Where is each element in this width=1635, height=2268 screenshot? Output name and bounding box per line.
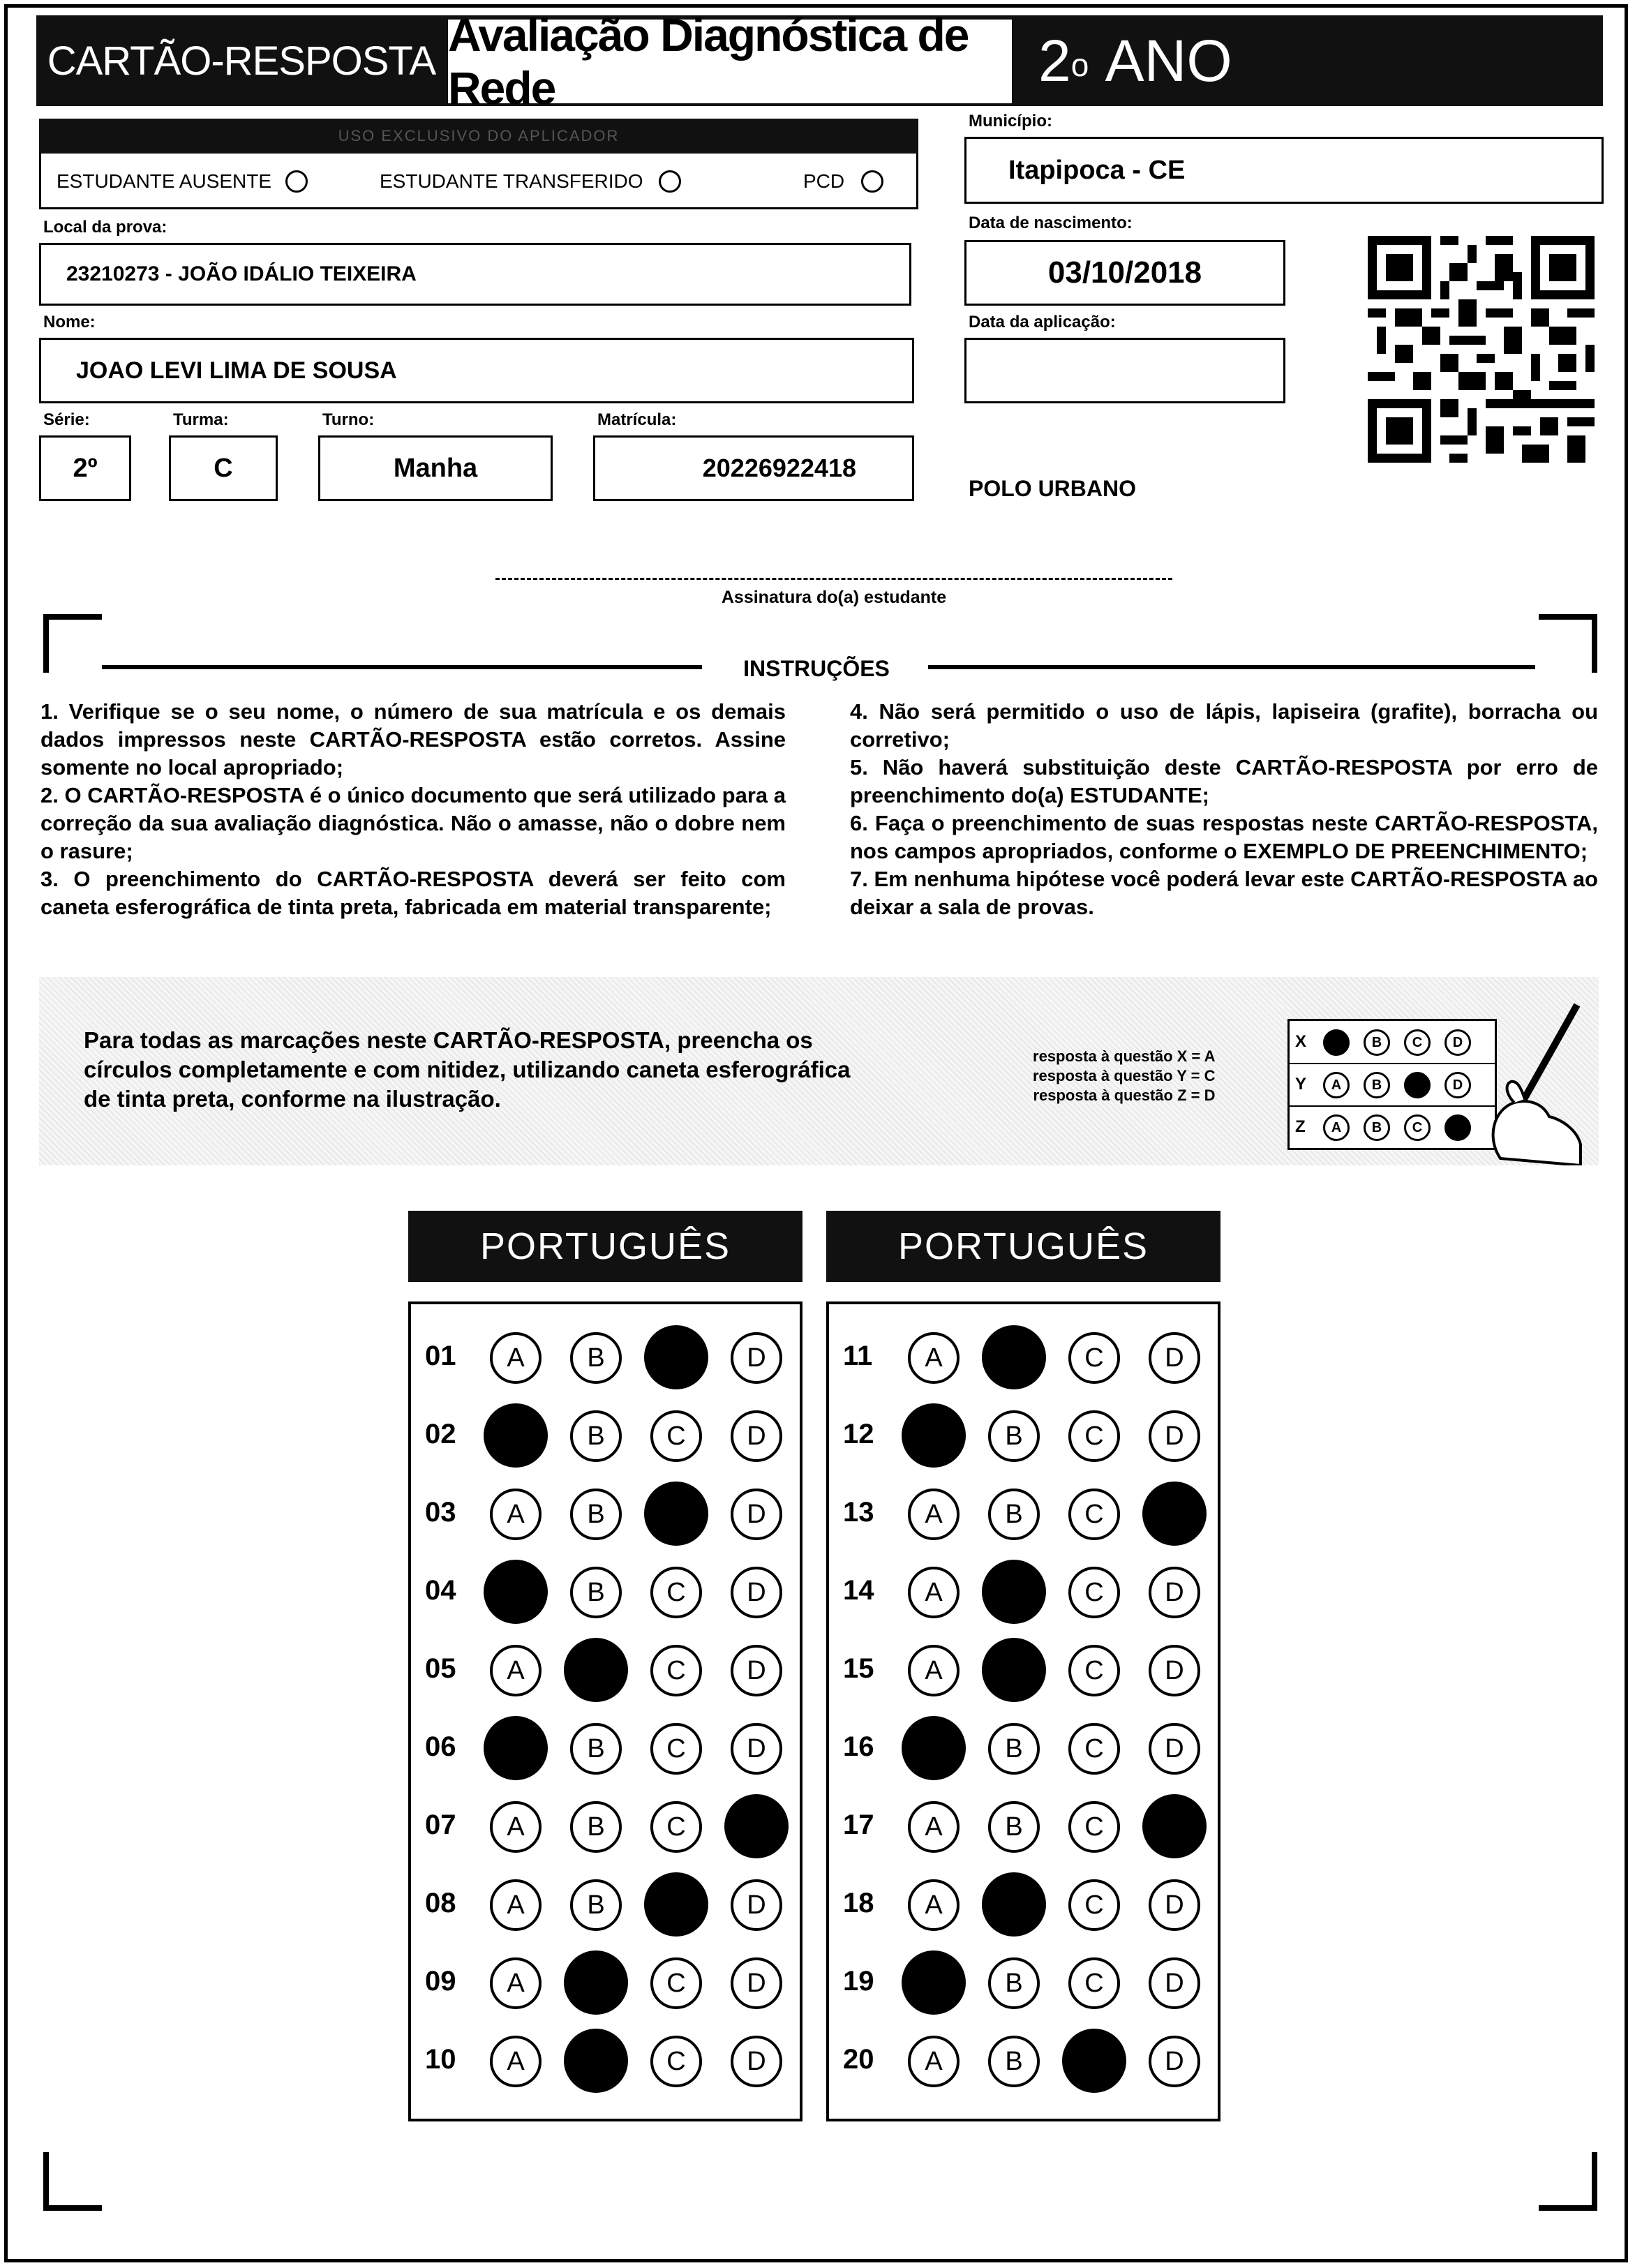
answer-bubble-a[interactable]: A	[908, 1801, 960, 1853]
absent-label: ESTUDANTE AUSENTE	[57, 170, 272, 192]
question-row	[411, 1865, 802, 1944]
answer-bubble-c[interactable]: C	[644, 1325, 708, 1389]
answer-bubble-d[interactable]: D	[731, 1723, 782, 1775]
subject-header-2: PORTUGUÊS	[826, 1211, 1220, 1282]
instruction-1: 1. Verifique se o seu nome, o número de sua matrícula e os demais dados impressos neste CARTÃO-RESPOSTA estão corretos. Assine somente no local apropriado;	[40, 699, 786, 779]
answer-bubble-d[interactable]: D	[1149, 1567, 1200, 1618]
answer-bubble-b[interactable]: B	[570, 1879, 622, 1931]
answer-bubble-a[interactable]: A	[484, 1560, 548, 1624]
instructions-rule-right	[928, 665, 1535, 669]
nome-label: Nome:	[43, 313, 96, 331]
answer-bubble-d[interactable]: D	[731, 1410, 782, 1462]
nascimento-label: Data de nascimento:	[969, 214, 1133, 232]
example-row-label: Z	[1295, 1117, 1306, 1136]
question-row	[829, 1709, 1220, 1787]
aplicacao-field[interactable]	[964, 338, 1285, 403]
question-number: 16	[843, 1731, 874, 1762]
nascimento-field	[964, 240, 1285, 306]
example-bubble-c: C	[1404, 1114, 1431, 1141]
answer-bubble-b[interactable]: B	[982, 1560, 1046, 1624]
question-number: 15	[843, 1653, 874, 1684]
instructions-rule-left	[102, 665, 702, 669]
answer-bubble-d[interactable]: D	[731, 1489, 782, 1540]
municipio-value: Itapipoca - CE	[1008, 155, 1186, 185]
answer-block-1	[408, 1301, 802, 2121]
question-number: 02	[425, 1419, 456, 1449]
question-row	[829, 1944, 1220, 2022]
question-row	[411, 2022, 802, 2100]
answer-bubble-d[interactable]: D	[1142, 1482, 1207, 1546]
answer-bubble-b[interactable]: B	[570, 1801, 622, 1853]
example-legend	[1033, 1047, 1215, 1105]
matricula-label: Matrícula:	[597, 410, 677, 429]
answer-bubble-b[interactable]: B	[570, 1332, 622, 1384]
answer-bubble-d[interactable]: D	[731, 2036, 782, 2087]
question-number: 13	[843, 1497, 874, 1528]
answer-bubble-a[interactable]: A	[490, 1332, 542, 1384]
answer-bubble-d[interactable]: D	[731, 1879, 782, 1931]
question-number: 19	[843, 1966, 874, 1997]
answer-bubble-a[interactable]: A	[902, 1950, 966, 2015]
question-number: 14	[843, 1575, 874, 1606]
question-number: 11	[843, 1341, 873, 1371]
pcd-label: PCD	[803, 170, 845, 192]
answer-bubble-a[interactable]: A	[490, 1645, 542, 1696]
answer-bubble-a[interactable]: A	[908, 2036, 960, 2087]
example-row	[1290, 1064, 1495, 1107]
corner-mark-bottom-right	[1539, 2152, 1597, 2211]
example-bubble-a: A	[1323, 1114, 1350, 1141]
answer-bubble-d[interactable]: D	[731, 1957, 782, 2009]
example-row-label: X	[1295, 1032, 1307, 1051]
example-bubble-b: B	[1364, 1114, 1390, 1141]
answer-bubble-a[interactable]: A	[908, 1879, 960, 1931]
corner-mark-top-right	[1539, 614, 1597, 673]
answer-bubble-b[interactable]: B	[988, 2036, 1040, 2087]
example-bubble-d: D	[1444, 1029, 1471, 1056]
question-row	[411, 1709, 802, 1787]
answer-bubble-a[interactable]: A	[484, 1716, 548, 1780]
turno-value: Manha	[393, 453, 478, 483]
answer-bubble-a[interactable]: A	[902, 1716, 966, 1780]
status-row	[39, 154, 918, 209]
instruction-3: 3. O preenchimento do CARTÃO-RESPOSTA deverá ser feito com caneta esferográfica de tinta preta, fabricada em material transparente;	[40, 867, 786, 919]
answer-bubble-a[interactable]: A	[484, 1403, 548, 1468]
answer-bubble-b[interactable]: B	[988, 1410, 1040, 1462]
question-number: 05	[425, 1653, 456, 1684]
matricula-field	[593, 435, 914, 501]
answer-bubble-c[interactable]: C	[650, 1801, 702, 1853]
header-title: CARTÃO-RESPOSTA	[47, 38, 436, 84]
answer-bubble-b[interactable]: B	[564, 2029, 628, 2093]
example-bubble-c: C	[1404, 1029, 1431, 1056]
question-row	[829, 1318, 1220, 1396]
grade-sup: o	[1070, 47, 1089, 83]
answer-bubble-b[interactable]: B	[564, 1950, 628, 2015]
answer-bubble-a[interactable]: A	[908, 1332, 960, 1384]
answer-bubble-c[interactable]: C	[644, 1482, 708, 1546]
answer-bubble-c[interactable]: C	[1068, 1645, 1120, 1696]
grade-word: ANO	[1105, 27, 1232, 94]
answer-bubble-a[interactable]: A	[902, 1403, 966, 1468]
instruction-7: 7. Em nenhuma hipótese você poderá levar este CARTÃO-RESPOSTA ao deixar a sala de provas.	[850, 867, 1598, 919]
header-grade	[1038, 15, 1248, 106]
instruction-2: 2. O CARTÃO-RESPOSTA é o único documento que será utilizado para a correção da sua avaliação diagnóstica. Não o amasse, não o dobre nem o rasure;	[40, 783, 786, 863]
answer-bubble-c[interactable]: C	[1068, 1723, 1120, 1775]
signature-line	[495, 578, 1172, 580]
absent-radio[interactable]	[285, 170, 308, 193]
example-row	[1290, 1021, 1495, 1064]
question-number: 10	[425, 2044, 456, 2075]
answer-bubble-b[interactable]: B	[982, 1638, 1046, 1702]
nome-value: JOAO LEVI LIMA DE SOUSA	[76, 357, 397, 384]
signature-label: Assinatura do(a) estudante	[721, 588, 947, 607]
instructions-right-column	[850, 698, 1598, 921]
serie-field	[39, 435, 131, 501]
example-bubble-c: C	[1404, 1072, 1431, 1098]
aplicacao-label: Data da aplicação:	[969, 313, 1116, 331]
pcd-radio[interactable]	[861, 170, 883, 193]
answer-bubble-d[interactable]: D	[1149, 1879, 1200, 1931]
answer-bubble-c[interactable]: C	[1062, 2029, 1126, 2093]
polo-text: POLO URBANO	[969, 476, 1136, 501]
question-row	[411, 1553, 802, 1631]
instructions-title: INSTRUÇÕES	[743, 656, 890, 681]
answer-bubble-a[interactable]: A	[490, 1489, 542, 1540]
answer-block-2	[826, 1301, 1220, 2121]
answer-bubble-c[interactable]: C	[650, 1645, 702, 1696]
question-row	[829, 1396, 1220, 1475]
turma-value: C	[214, 453, 233, 483]
answer-bubble-c[interactable]: C	[650, 1410, 702, 1462]
example-legend-z: resposta à questão Z = D	[1033, 1087, 1216, 1104]
question-row	[829, 1865, 1220, 1944]
answer-bubble-b[interactable]: B	[988, 1489, 1040, 1540]
question-number: 04	[425, 1575, 456, 1606]
question-row	[411, 1944, 802, 2022]
answer-bubble-b[interactable]: B	[570, 1489, 622, 1540]
turma-field	[169, 435, 278, 501]
turma-label: Turma:	[173, 410, 229, 429]
answer-bubble-a[interactable]: A	[908, 1567, 960, 1618]
example-bubble-a: A	[1323, 1029, 1350, 1056]
answer-bubble-d[interactable]: D	[1149, 1723, 1200, 1775]
example-row-label: Y	[1295, 1075, 1307, 1094]
question-number: 01	[425, 1341, 456, 1371]
question-number: 08	[425, 1888, 456, 1918]
municipio-field	[964, 137, 1604, 204]
answer-bubble-c[interactable]: C	[1068, 1332, 1120, 1384]
answer-bubble-c[interactable]: C	[650, 2036, 702, 2087]
example-text: Para todas as marcações neste CARTÃO-RESPOSTA, preencha os círculos completamente e com nitidez, utilizando caneta esferográfica de tinta preta, conforme na ilustração.	[84, 1027, 851, 1112]
answer-bubble-b[interactable]: B	[988, 1957, 1040, 2009]
question-row	[829, 1553, 1220, 1631]
example-grid	[1287, 1019, 1497, 1150]
question-number: 18	[843, 1888, 874, 1918]
answer-bubble-d[interactable]: D	[1149, 1645, 1200, 1696]
corner-mark-bottom-left	[43, 2152, 102, 2211]
question-number: 07	[425, 1810, 456, 1840]
question-number: 09	[425, 1966, 456, 1997]
question-row	[411, 1631, 802, 1709]
question-number: 03	[425, 1497, 456, 1528]
answer-bubble-d[interactable]: D	[1142, 1794, 1207, 1858]
answer-bubble-d[interactable]: D	[1149, 2036, 1200, 2087]
subject-header-1: PORTUGUÊS	[408, 1211, 802, 1282]
example-bubble-a: A	[1323, 1072, 1350, 1098]
municipio-label: Município:	[969, 112, 1052, 130]
local-value: 23210273 - JOÃO IDÁLIO TEIXEIRA	[66, 262, 417, 285]
answer-bubble-b[interactable]: B	[982, 1872, 1046, 1937]
example-row	[1290, 1106, 1495, 1149]
example-bubble-d: D	[1444, 1072, 1471, 1098]
answer-bubble-c[interactable]: C	[1068, 1801, 1120, 1853]
instruction-6: 6. Faça o preenchimento de suas respostas neste CARTÃO-RESPOSTA, nos campos apropriados, conforme o EXEMPLO DE PREENCHIMENTO;	[850, 811, 1598, 863]
turno-field	[318, 435, 553, 501]
answer-bubble-b[interactable]: B	[988, 1801, 1040, 1853]
answer-bubble-c[interactable]: C	[650, 1567, 702, 1618]
answer-bubble-a[interactable]: A	[908, 1489, 960, 1540]
answer-bubble-d[interactable]: D	[731, 1645, 782, 1696]
turno-label: Turno:	[322, 410, 375, 429]
answer-bubble-c[interactable]: C	[1068, 1410, 1120, 1462]
question-row	[829, 1475, 1220, 1553]
answer-bubble-a[interactable]: A	[490, 1879, 542, 1931]
answer-bubble-b[interactable]: B	[570, 1723, 622, 1775]
instructions-left-column	[40, 698, 786, 921]
corner-mark-top-left	[43, 614, 102, 673]
hand-pen-icon	[1472, 998, 1584, 1165]
local-label: Local da prova:	[43, 218, 167, 237]
instruction-5: 5. Não haverá substituição deste CARTÃO-RESPOSTA por erro de preenchimento do(a) ESTUDANTE;	[850, 755, 1598, 807]
serie-value: 2º	[73, 453, 98, 483]
answer-bubble-c[interactable]: C	[1068, 1489, 1120, 1540]
answer-bubble-d[interactable]: D	[731, 1332, 782, 1384]
answer-bubble-a[interactable]: A	[490, 2036, 542, 2087]
grade-number: 2	[1038, 27, 1071, 94]
nome-field	[39, 338, 914, 403]
question-number: 06	[425, 1731, 456, 1762]
answer-bubble-a[interactable]: A	[490, 1801, 542, 1853]
transferred-radio[interactable]	[659, 170, 681, 193]
answer-bubble-d[interactable]: D	[1149, 1957, 1200, 2009]
answer-bubble-c[interactable]: C	[650, 1723, 702, 1775]
question-row	[829, 2022, 1220, 2100]
example-legend-y: resposta à questão Y = C	[1033, 1067, 1216, 1084]
answer-bubble-b[interactable]: B	[570, 1567, 622, 1618]
example-bubble-b: B	[1364, 1072, 1390, 1098]
question-row	[829, 1631, 1220, 1709]
example-bubble-b: B	[1364, 1029, 1390, 1056]
nascimento-value: 03/10/2018	[1047, 255, 1202, 290]
serie-label: Série:	[43, 410, 90, 429]
answer-bubble-c[interactable]: C	[644, 1872, 708, 1937]
answer-bubble-c[interactable]: C	[1068, 1879, 1120, 1931]
answer-bubble-b[interactable]: B	[570, 1410, 622, 1462]
question-row	[411, 1396, 802, 1475]
header-exam-name: Avaliação Diagnóstica de Rede	[448, 20, 1012, 103]
question-number: 17	[843, 1810, 874, 1840]
answer-bubble-c[interactable]: C	[1068, 1957, 1120, 2009]
answer-bubble-d[interactable]: D	[1149, 1410, 1200, 1462]
answer-bubble-b[interactable]: B	[988, 1723, 1040, 1775]
question-row	[411, 1475, 802, 1553]
example-legend-x: resposta à questão X = A	[1033, 1047, 1216, 1065]
question-row	[829, 1787, 1220, 1865]
local-field	[39, 243, 911, 306]
question-number: 12	[843, 1419, 874, 1449]
question-row	[411, 1318, 802, 1396]
example-bubble-d: D	[1444, 1114, 1471, 1141]
answer-bubble-d[interactable]: D	[731, 1567, 782, 1618]
question-number: 20	[843, 2044, 874, 2075]
matricula-value: 20226922418	[702, 454, 856, 482]
exclusive-use-bar: USO EXCLUSIVO DO APLICADOR	[39, 119, 918, 154]
qr-code	[1368, 236, 1595, 463]
instruction-4: 4. Não será permitido o uso de lápis, lapiseira (grafite), borracha ou corretivo;	[850, 699, 1598, 752]
transferred-label: ESTUDANTE TRANSFERIDO	[380, 170, 643, 192]
answer-bubble-d[interactable]: D	[724, 1794, 789, 1858]
answer-bubble-b[interactable]: B	[982, 1325, 1046, 1389]
answer-bubble-b[interactable]: B	[564, 1638, 628, 1702]
answer-bubble-d[interactable]: D	[1149, 1332, 1200, 1384]
question-row	[411, 1787, 802, 1865]
answer-bubble-c[interactable]: C	[650, 1957, 702, 2009]
answer-bubble-a[interactable]: A	[908, 1645, 960, 1696]
answer-bubble-a[interactable]: A	[490, 1957, 542, 2009]
answer-bubble-c[interactable]: C	[1068, 1567, 1120, 1618]
